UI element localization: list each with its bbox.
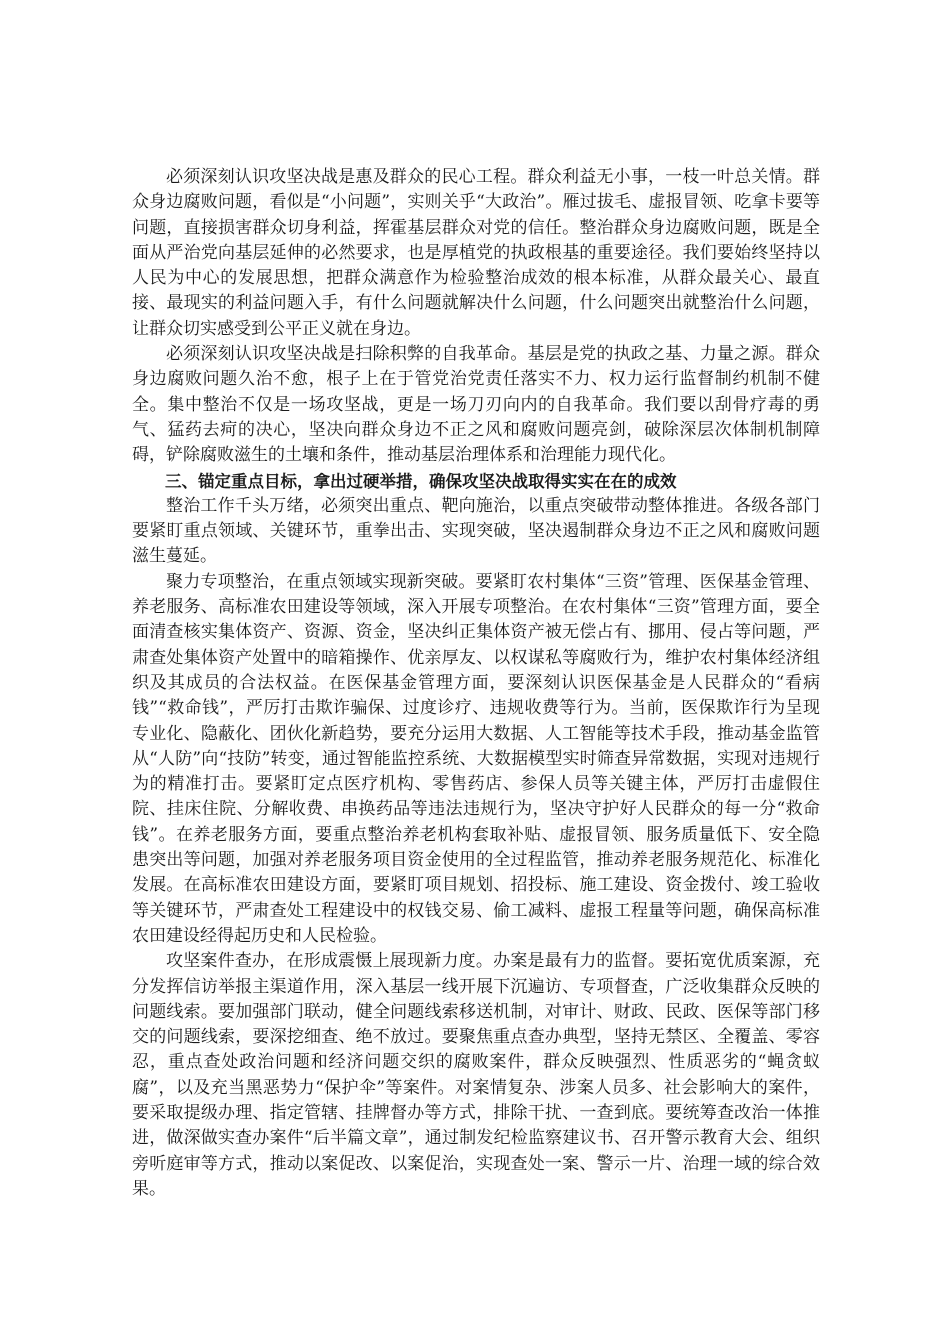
- paragraph-self-revolution: 必须深刻认识攻坚决战是扫除积弊的自我革命。基层是党的执政之基、力量之源。群众身边腐败问题久治不愈，根子上在于管党治党责任落实不力、权力运行监督制约机制不健全。集中整治不仅是一场攻坚战，更是一场刀刃向内的自我革命。我们要以刮骨疗毒的勇气、猛药去疴的决心，坚决向群众身边不正之风和腐败问题亮剑，破除深层次体制机制障碍，铲除腐败滋生的土壤和条件，推动基层治理体系和治理能力现代化。: [132, 344, 820, 466]
- paragraph-people-project: 必须深刻认识攻坚决战是惠及群众的民心工程。群众利益无小事，一枝一叶总关情。群众身边腐败问题，看似是“小问题”，实则关乎“大政治”。雁过拔毛、虚报冒领、吃拿卡要等问题，直接损害群众切身利益，挥霍基层群众对党的信任。整治群众身边腐败问题，既是全面从严治党向基层延伸的必然要求，也是厚植党的执政根基的重要途径。我们要始终坚持以人民为中心的发展思想，把群众满意作为检验整治成效的根本标准，从群众最关心、最直接、最现实的利益问题入手，有什么问题就解决什么问题，什么问题突出就整治什么问题，让群众切实感受到公平正义就在身边。: [132, 167, 820, 339]
- document-page: [132, 165, 820, 1202]
- section-heading-three: 三、锚定重点目标，拿出过硬举措，确保攻坚决战取得实实在在的成效: [165, 471, 677, 491]
- paragraph-key-focus: 整治工作千头万绪，必须突出重点、靶向施治，以重点突破带动整体推进。各级各部门要紧盯重点领域、关键环节，重拳出击、实现突破，坚决遏制群众身边不正之风和腐败问题滋生蔓延。: [132, 495, 820, 567]
- paragraph-case-investigation: 攻坚案件查办，在形成震慑上展现新力度。办案是最有力的监督。要拓宽优质案源，充分发挥信访举报主渠道作用，深入基层一线开展下沉遍访、专项督查，广泛收集群众反映的问题线索。要加强部门联动，健全问题线索移送机制，对审计、财政、民政、医保等部门移交的问题线索，要深挖细查、绝不放过。要聚焦重点查办典型，坚持无禁区、全覆盖、零容忍，重点查处政治问题和经济问题交织的腐败案件，群众反映强烈、性质恶劣的“蝇贪蚁腐”，以及充当黑恶势力“保护伞”等案件。对案情复杂、涉案人员多、社会影响大的案件，要采取提级办理、指定管辖、挂牌督办等方式，排除干扰、一查到底。要统筹查改治一体推进，做深做实查办案件“后半篇文章”，通过制发纪检监察建议书、召开警示教育大会、组织旁听庭审等方式，推动以案促改、以案促治，实现查处一案、警示一片、治理一域的综合效果。: [132, 951, 820, 1199]
- paragraph-special-rectification: 聚力专项整治，在重点领域实现新突破。要紧盯农村集体“三资”管理、医保基金管理、养老服务、高标准农田建设等领域，深入开展专项整治。在农村集体“三资”管理方面，要全面清查核实集体资产、资源、资金，坚决纠正集体资产被无偿占有、挪用、侵占等问题，严肃查处集体资产处置中的暗箱操作、优亲厚友、以权谋私等腐败行为，维护农村集体经济组织及其成员的合法权益。在医保基金管理方面，要深刻认识医保基金是人民群众的“看病钱”“救命钱”，严厉打击欺诈骗保、过度诊疗、违规收费等行为。当前，医保欺诈行为呈现专业化、隐蔽化、团伙化新趋势，要充分运用大数据、人工智能等技术手段，推动基金监管从“人防”向“技防”转变，通过智能监控系统、大数据模型实时筛查异常数据，实现对违规行为的精准打击。要紧盯定点医疗机构、零售药店、参保人员等关键主体，严厉打击虚假住院、挂床住院、分解收费、串换药品等违法违规行为，坚决守护好人民群众的每一分“救命钱”。在养老服务方面，要重点整治养老机构套取补贴、虚报冒领、服务质量低下、安全隐患突出等问题，加强对养老服务项目资金使用的全过程监管，推动养老服务规范化、标准化发展。在高标准农田建设方面，要紧盯项目规划、招投标、施工建设、资金拨付、竣工验收等关键环节，严肃查处工程建设中的权钱交易、偷工减料、虚报工程量等问题，确保高标准农田建设经得起历史和人民检验。: [132, 571, 820, 946]
